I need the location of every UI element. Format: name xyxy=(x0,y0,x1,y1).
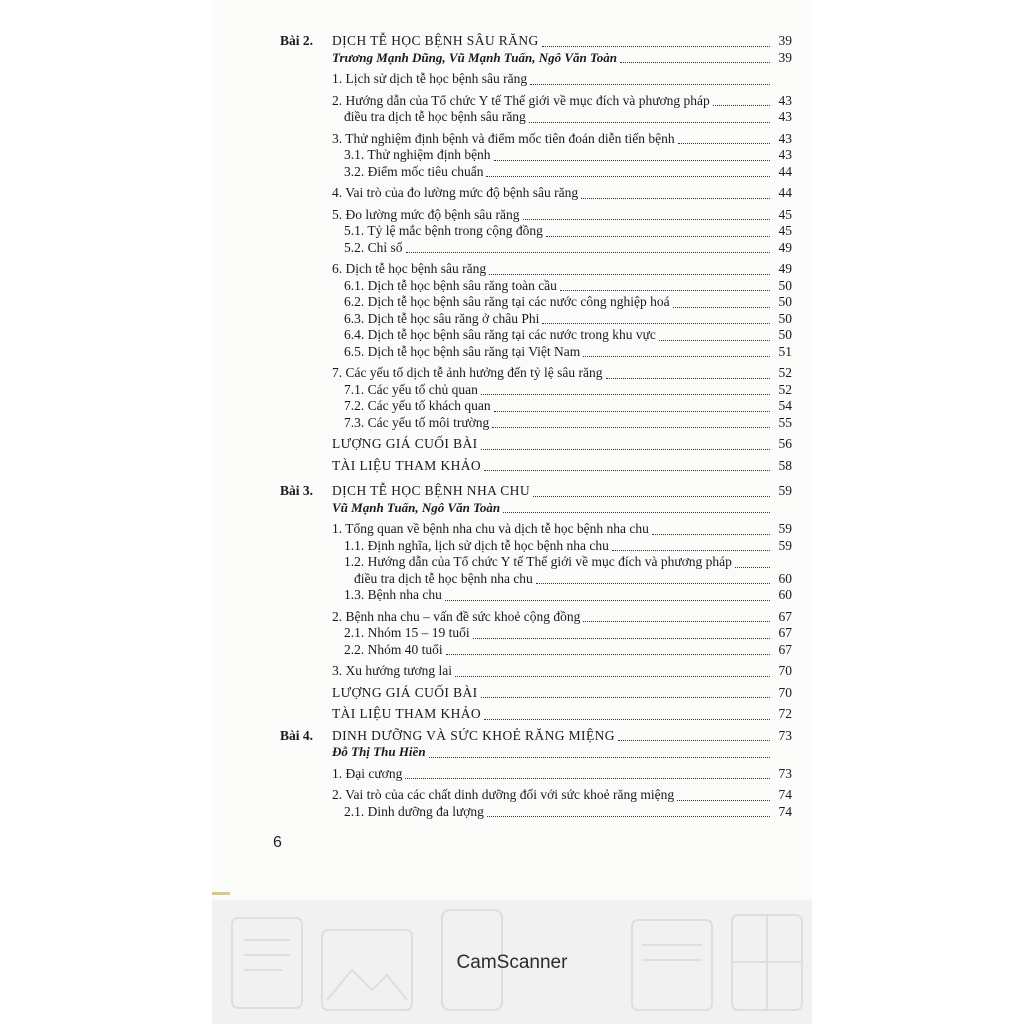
toc-entry xyxy=(280,458,792,475)
toc-page-number: 43 xyxy=(778,147,792,162)
toc-dot-leader xyxy=(618,740,770,741)
toc-entry-title: 3.2. Điểm mốc tiêu chuẩn xyxy=(344,163,484,179)
toc-dot-leader xyxy=(494,160,770,161)
toc-page-number: 45 xyxy=(778,206,792,222)
toc-entry xyxy=(280,625,792,642)
toc-page-number: 58 xyxy=(778,457,792,473)
toc-dot-leader xyxy=(536,583,770,584)
toc-dot-leader xyxy=(583,621,770,622)
toc-entry xyxy=(280,327,792,344)
page-edge-mark xyxy=(212,892,230,895)
toc-dot-leader xyxy=(673,307,770,308)
toc-dot-leader xyxy=(481,394,770,395)
toc-dot-leader xyxy=(620,62,770,63)
toc-entry-title: LƯỢNG GIÁ CUỐI BÀI xyxy=(332,684,478,700)
toc-entry-title: DỊCH TỄ HỌC BỆNH SÂU RĂNG xyxy=(332,33,539,48)
toc-entry xyxy=(280,261,792,278)
toc-entry xyxy=(280,609,792,626)
toc-dot-leader xyxy=(492,427,770,428)
toc-entry-title: 6.1. Dịch tễ học bệnh sâu răng toàn cầu xyxy=(344,277,557,293)
toc-dot-leader xyxy=(481,449,770,450)
toc-dot-leader xyxy=(735,567,770,568)
toc-dot-leader xyxy=(542,323,770,324)
toc-page-number: 72 xyxy=(778,706,792,721)
toc-dot-leader xyxy=(503,512,770,513)
toc-chapter-label: Bài 3. xyxy=(280,483,314,498)
toc-entry xyxy=(280,240,792,257)
toc-entry-title: 2. Bệnh nha chu – vấn đề sức khoẻ cộng đồng xyxy=(332,608,581,624)
toc-dot-leader xyxy=(481,697,770,698)
toc-page-number: 73 xyxy=(778,727,792,743)
toc-page-number: 45 xyxy=(778,223,792,238)
toc-entry-title: 6.4. Dịch tễ học bệnh sâu răng tại các nước trong khu vực xyxy=(344,327,656,342)
toc-dot-leader xyxy=(581,198,770,199)
toc-dot-leader xyxy=(677,800,770,801)
toc-entry-title: 6.2. Dịch tễ học bệnh sâu răng tại các nước công nghiệp hoá xyxy=(344,294,670,309)
toc-entry-title: 6.5. Dịch tễ học bệnh sâu răng tại Việt Nam xyxy=(344,343,581,359)
toc-page-number: 49 xyxy=(778,261,792,276)
toc-dot-leader xyxy=(445,600,770,601)
toc-entry xyxy=(280,131,792,148)
toc-entry xyxy=(280,278,792,295)
toc-entry-title: 7.3. Các yếu tố môi trường xyxy=(344,414,490,430)
toc-author: Đỗ Thị Thu Hiền xyxy=(332,744,426,759)
toc-page-number: 43 xyxy=(778,130,792,146)
toc-entry xyxy=(280,685,792,702)
toc-entry xyxy=(280,344,792,361)
toc-entry-title: 5.2. Chỉ số xyxy=(344,239,403,255)
camscanner-watermark: CamScanner xyxy=(456,952,568,973)
toc-entry xyxy=(280,728,792,745)
toc-entry xyxy=(280,50,792,67)
toc-entry xyxy=(280,804,792,821)
toc-entry-title: 1.1. Định nghĩa, lịch sử dịch tễ học bệnh nha chu xyxy=(344,537,609,553)
toc-dot-leader xyxy=(652,534,770,535)
toc-entry xyxy=(280,787,792,804)
toc-page-number: 51 xyxy=(778,343,792,359)
toc-entry-title: 1.3. Bệnh nha chu xyxy=(344,587,442,602)
toc-entry-title: điều tra dịch tễ học bệnh sâu răng xyxy=(344,109,526,124)
toc-entry-title: DỊCH TỄ HỌC BỆNH NHA CHU xyxy=(332,483,530,498)
toc-dot-leader xyxy=(530,84,770,85)
watermark-footer xyxy=(212,900,812,1024)
toc-entry-title: 2. Vai trò của các chất dinh dưỡng đối với sức khoẻ răng miệng xyxy=(332,787,675,802)
toc-entry xyxy=(280,554,792,571)
toc-page-number: 43 xyxy=(778,109,792,124)
toc-page-number: 52 xyxy=(778,365,792,380)
toc-entry xyxy=(280,71,792,88)
toc-entry xyxy=(280,642,792,659)
toc-dot-leader xyxy=(529,122,770,123)
toc-entry xyxy=(280,185,792,202)
toc-page-number: 54 xyxy=(778,398,792,413)
toc-entry-title: 3. Xu hướng tương lai xyxy=(332,663,453,678)
toc-entry-title: 2.1. Nhóm 15 – 19 tuổi xyxy=(344,625,470,640)
toc-entry xyxy=(280,147,792,164)
toc-page-number: 67 xyxy=(778,608,792,624)
toc-page-number: 70 xyxy=(778,684,792,700)
toc-entry xyxy=(280,398,792,415)
toc-dot-leader xyxy=(446,654,770,655)
toc-dot-leader xyxy=(473,638,770,639)
toc-entry xyxy=(280,521,792,538)
toc-entry xyxy=(280,365,792,382)
toc-entry xyxy=(280,587,792,604)
toc-entry-title: 7.2. Các yếu tố khách quan xyxy=(344,398,491,413)
toc-dot-leader xyxy=(523,219,770,220)
toc-dot-leader xyxy=(659,340,770,341)
toc-entry-title: 2.2. Nhóm 40 tuổi xyxy=(344,641,443,657)
toc-page-number: 74 xyxy=(778,803,792,819)
toc-entry xyxy=(280,311,792,328)
toc-chapter-label: Bài 2. xyxy=(280,33,314,48)
toc-page-number: 56 xyxy=(778,436,792,451)
toc-entry-title: TÀI LIỆU THAM KHẢO xyxy=(332,457,482,473)
toc-dot-leader xyxy=(484,719,770,720)
toc-entry-title: 1. Tổng quan về bệnh nha chu và dịch tễ học bệnh nha chu xyxy=(332,521,649,536)
toc-dot-leader xyxy=(486,176,770,177)
toc-entry xyxy=(280,294,792,311)
toc-entry xyxy=(280,500,792,517)
toc-page-number: 59 xyxy=(778,521,792,536)
toc-page-number: 43 xyxy=(778,92,792,108)
toc-dot-leader xyxy=(429,757,770,758)
toc-entry xyxy=(280,33,792,50)
toc-entry-title: 2. Hướng dẫn của Tổ chức Y tế Thế giới về mục đích và phương pháp xyxy=(332,92,710,108)
toc-entry-title: 6. Dịch tễ học bệnh sâu răng xyxy=(332,261,487,276)
toc-page-number: 50 xyxy=(778,277,792,293)
toc-entry-title: 2.1. Dinh dưỡng đa lượng xyxy=(344,803,484,819)
toc-entry-title: 7.1. Các yếu tố chủ quan xyxy=(344,381,478,397)
toc-page-number: 67 xyxy=(778,641,792,657)
toc-dot-leader xyxy=(612,550,770,551)
toc-entry-title: điều tra dịch tễ học bệnh nha chu xyxy=(354,570,533,586)
toc-dot-leader xyxy=(678,143,770,144)
toc-page-number: 60 xyxy=(778,587,792,602)
toc-dot-leader xyxy=(487,816,770,817)
toc-entry-title: 7. Các yếu tố dịch tễ ảnh hưởng đến tỷ lệ sâu răng xyxy=(332,365,603,380)
toc-page-number: 59 xyxy=(778,483,792,498)
toc-author: Vũ Mạnh Tuấn, Ngô Văn Toàn xyxy=(332,499,501,515)
toc-dot-leader xyxy=(484,470,770,471)
toc-page-number: 74 xyxy=(778,787,792,802)
toc-entry xyxy=(280,109,792,126)
toc-dot-leader xyxy=(489,274,770,275)
toc-page-number: 52 xyxy=(778,381,792,397)
toc-entry-title: 4. Vai trò của đo lường mức độ bệnh sâu răng xyxy=(332,185,579,200)
toc-page-number: 67 xyxy=(778,625,792,640)
toc-entry-title: 3.1. Thử nghiệm định bệnh xyxy=(344,147,491,162)
toc-dot-leader xyxy=(542,46,770,47)
toc-dot-leader xyxy=(455,676,770,677)
toc-page-number: 50 xyxy=(778,294,792,309)
toc-entry-title: DINH DƯỠNG VÀ SỨC KHOẺ RĂNG MIỆNG xyxy=(332,727,615,743)
toc-entry-title: 1.2. Hướng dẫn của Tổ chức Y tế Thế giới về mục đích và phương pháp xyxy=(344,554,732,569)
toc-entry xyxy=(280,663,792,680)
toc-entry xyxy=(280,382,792,399)
toc-entry xyxy=(280,93,792,110)
toc-page-number: 55 xyxy=(778,414,792,430)
toc-entry-title: 5. Đo lường mức độ bệnh sâu răng xyxy=(332,206,520,222)
toc-author: Trương Mạnh Dũng, Vũ Mạnh Tuấn, Ngô Văn Toàn xyxy=(332,49,617,65)
toc-entry xyxy=(280,164,792,181)
toc-page-number: 39 xyxy=(778,49,792,65)
toc-page-number: 44 xyxy=(778,185,792,200)
toc-entry-title: TÀI LIỆU THAM KHẢO xyxy=(332,706,482,721)
toc-dot-leader xyxy=(494,411,770,412)
toc-entry xyxy=(280,766,792,783)
toc-entry xyxy=(280,744,792,761)
table-of-contents xyxy=(280,33,792,820)
toc-page-number: 60 xyxy=(778,570,792,586)
toc-page-number: 39 xyxy=(778,33,792,48)
toc-entry-title: 6.3. Dịch tễ học sâu răng ở châu Phi xyxy=(344,310,540,326)
toc-dot-leader xyxy=(606,378,770,379)
toc-dot-leader xyxy=(583,356,770,357)
toc-dot-leader xyxy=(560,290,770,291)
toc-page-number: 44 xyxy=(778,163,792,179)
toc-entry-title: 5.1. Tỷ lệ mắc bệnh trong cộng đồng xyxy=(344,223,543,238)
toc-page-number: 73 xyxy=(778,765,792,781)
toc-page-number: 59 xyxy=(778,537,792,553)
toc-page-number: 50 xyxy=(778,327,792,342)
toc-entry xyxy=(280,483,792,500)
toc-entry xyxy=(280,571,792,588)
toc-entry xyxy=(280,223,792,240)
toc-entry xyxy=(280,706,792,723)
toc-dot-leader xyxy=(713,105,770,106)
toc-entry-title: 3. Thử nghiệm định bệnh và điểm mốc tiên đoán diễn tiến bệnh xyxy=(332,130,675,146)
toc-entry-title: 1. Lịch sử dịch tễ học bệnh sâu răng xyxy=(332,71,528,86)
toc-entry-title: LƯỢNG GIÁ CUỐI BÀI xyxy=(332,436,478,451)
toc-chapter-label: Bài 4. xyxy=(280,727,314,743)
toc-dot-leader xyxy=(546,236,770,237)
toc-page-number: 49 xyxy=(778,239,792,255)
page-number: 6 xyxy=(273,834,282,851)
toc-entry xyxy=(280,436,792,453)
toc-dot-leader xyxy=(406,252,770,253)
toc-entry xyxy=(280,538,792,555)
toc-entry-title: 1. Đại cương xyxy=(332,765,403,781)
toc-page-number: 50 xyxy=(778,310,792,326)
toc-entry xyxy=(280,207,792,224)
toc-entry xyxy=(280,415,792,432)
toc-dot-leader xyxy=(405,778,770,779)
toc-page-number: 70 xyxy=(778,663,792,678)
toc-dot-leader xyxy=(533,496,770,497)
